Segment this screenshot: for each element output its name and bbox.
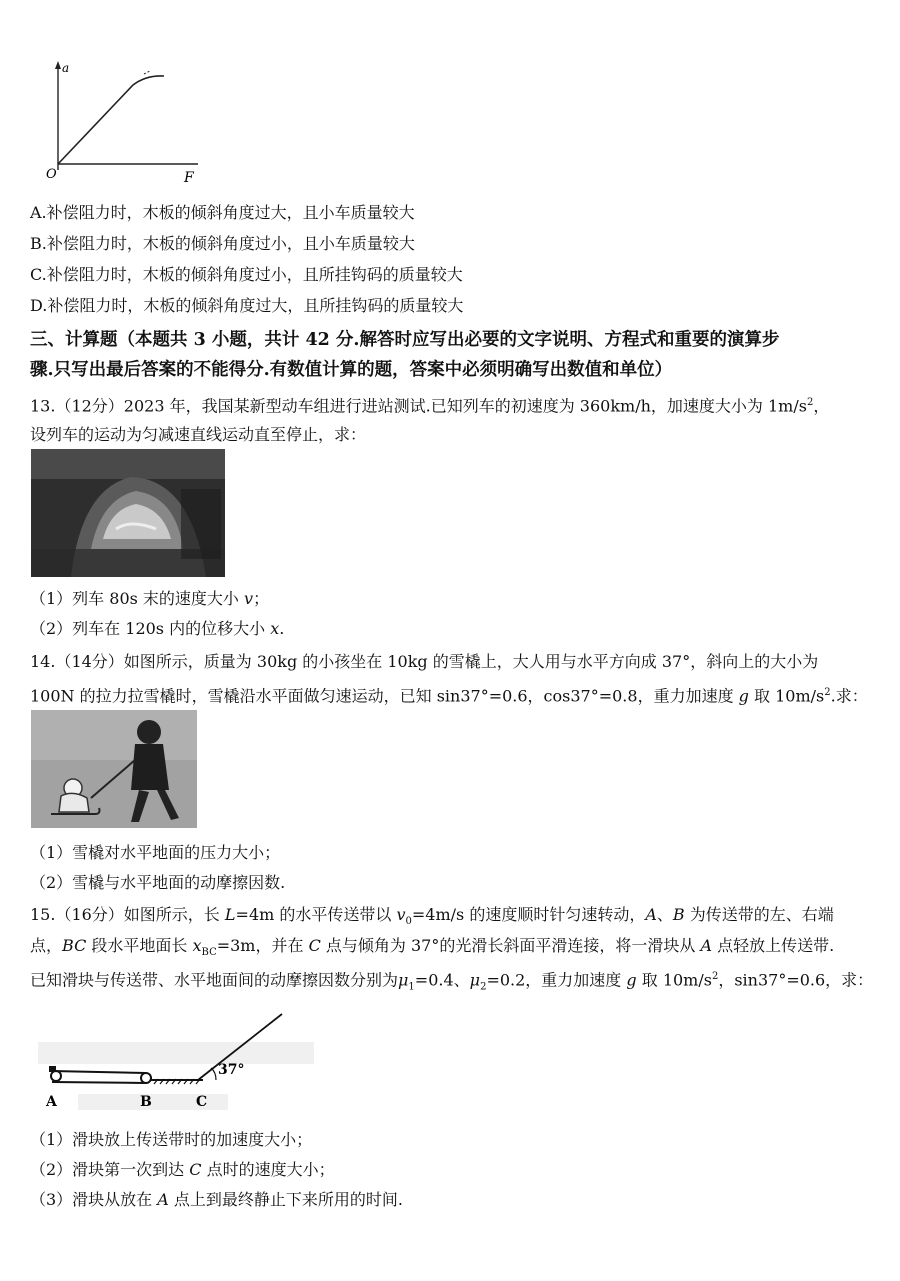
conveyor-belt-figure: [38, 1002, 314, 1114]
belt-bottom: [52, 1082, 146, 1083]
slider-block: [49, 1066, 56, 1072]
q14-sub1: （1）雪橇对水平地面的压力大小；: [30, 843, 281, 862]
angle-label: 37°: [218, 1062, 245, 1078]
q15-sub3: （3）滑块从放在 A 点上到最终静止下来所用的时间.: [30, 1190, 404, 1209]
y-axis-label: a: [62, 61, 70, 75]
section-heading-line1: 三、计算题（本题共 3 小题，共计 42 分.解答时应写出必要的文字说明、方程式和重要的演算步: [30, 330, 780, 350]
q13-line1: 13.（12分）2023 年，我国某新型动车组进行进站测试.已知列车的初速度为 360km/h，加速度大小为 $1m/s^2$，: [30, 396, 830, 416]
q14-line2: 100N 的拉力拉雪橇时，雪橇沿水平面做匀速运动，已知 sin37°=0.6，cos37°=0.8，重力加速度 g 取 $10m/s^2$.求：: [30, 686, 868, 706]
point-a-label: A: [46, 1094, 57, 1110]
option-c: C.补偿阻力时，木板的倾斜角度过小，且所挂钩码的质量较大: [30, 265, 463, 284]
option-d: D.补偿阻力时，木板的倾斜角度过大，且所挂钩码的质量较大: [30, 296, 464, 315]
train-photo: [31, 449, 225, 577]
q13-sub2: （2）列车在 120s 内的位移大小 x.: [30, 619, 285, 638]
point-b-label: B: [140, 1094, 152, 1110]
q13-sub1: （1）列车 80s 末的速度大小 v；: [30, 589, 270, 608]
graph-curve: [58, 76, 164, 164]
q14-line1: 14.（14分）如图所示，质量为 30kg 的小孩坐在 10kg 的雪橇上，大人用与水平方向成 37°，斜向上的大小为: [30, 652, 819, 671]
y-axis-arrow-icon: [55, 61, 61, 69]
q14-sub2: （2）雪橇与水平地面的动摩擦因数.: [30, 873, 286, 892]
origin-label: O: [46, 167, 57, 182]
background-noise: [38, 1042, 314, 1064]
graph-dash: [144, 71, 150, 74]
a-f-graph: [38, 58, 208, 190]
sled-photo: [31, 710, 197, 828]
q15-line2: 点，BC 段水平地面长 $x_{BC}=3m$，并在 C 点与倾角为 37°的光滑长斜面平滑连接，将一滑块从 A 点轻放上传送带.: [30, 936, 835, 959]
q13-line2: 设列车的运动为匀减速直线运动直至停止，求：: [30, 425, 367, 444]
section-heading-line2: 骤.只写出最后答案的不能得分.有数值计算的题，答案中必须明确写出数值和单位）: [30, 360, 673, 380]
option-b: B.补偿阻力时，木板的倾斜角度过小，且小车质量较大: [30, 234, 415, 253]
x-axis-label: F: [184, 170, 194, 186]
q15-line1: 15.（16分）如图所示，长 L=4m 的水平传送带以 $v_0=4m/s$ 的速度顺时针匀速转动，A、B 为传送带的左、右端: [30, 905, 834, 928]
q15-sub2: （2）滑块第一次到达 C 点时的速度大小；: [30, 1160, 335, 1179]
option-a: A.补偿阻力时，木板的倾斜角度过大，且小车质量较大: [30, 203, 415, 222]
q15-sub1: （1）滑块放上传送带时的加速度大小；: [30, 1130, 313, 1149]
q15-line3: 已知滑块与传送带、水平地面间的动摩擦因数分别为$\mu_1=0.4$、$\mu_2=0.2$，重力加速度 g 取 $10m/s^2$，sin37°=0.6，求：: [30, 970, 874, 993]
point-c-label: C: [196, 1094, 208, 1110]
